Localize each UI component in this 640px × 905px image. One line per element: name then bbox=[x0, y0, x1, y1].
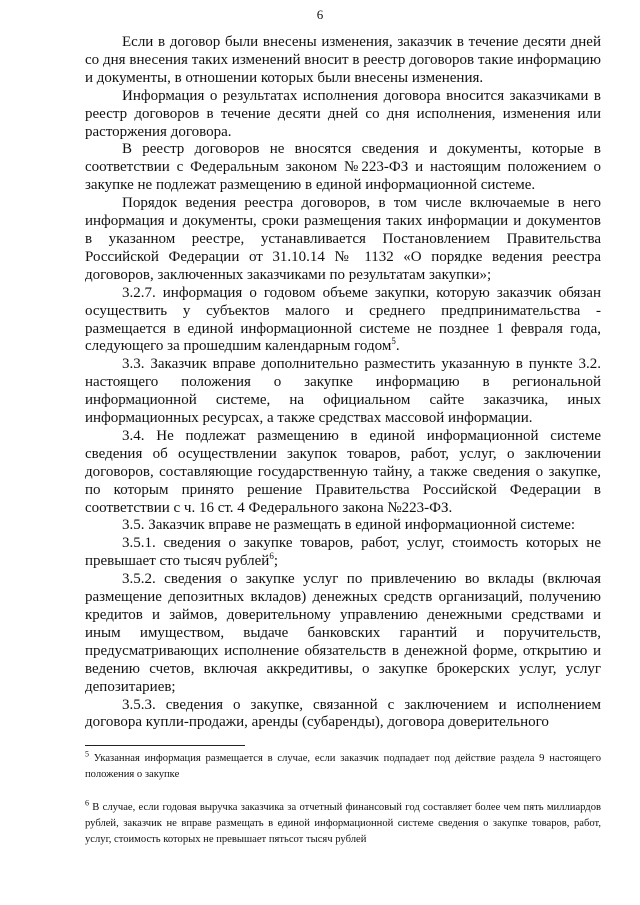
footnote: $^6$ В случае, если годовая выручка заказчика за отчетный финансовый год составляет более чем пять миллиардов рублей, заказчик не вправе размещать в единой информационной системе сведения о закупке товаров, работ, услуг, стоимость которых не превышает пятьсот тысяч рублей bbox=[85, 798, 601, 845]
paragraph: В реестр договоров не вносятся сведения и документы, которые в соответствии с Федеральным законом №223-ФЗ и настоящим положением о закупке не подлежат размещению в единой информационной системе. bbox=[85, 141, 601, 194]
paragraph: 3.5.2. сведения о закупке услуг по привлечению во вклады (включая размещение депозитных вкладов) денежных средств организаций, получению кредитов и займов, доверительному управлению денежными средствами и иным имуществом, выдаче банковских гарантий и поручительств, предусматривающих исполнение обязательств в денежной форме, открытию и ведению счетов, включая аккредитивы, о закупке брокерских услуг, услуг депозитариев; bbox=[85, 571, 601, 695]
footnotes bbox=[85, 751, 601, 865]
footnote-mark: 6 bbox=[85, 798, 89, 808]
footnote-ref: 5 bbox=[391, 336, 396, 347]
paragraph: 3.5.1. сведения о закупке товаров, работ, услуг, стоимость которых не превышает сто тысяч рублей$^6$; bbox=[85, 535, 601, 570]
paragraph: 3.2.7. информация о годовом объеме закупки, которую заказчик обязан осуществить у субъектов малого и среднего предпринимательства - размещается в единой информационной системе не позднее 1 февраля года, следующего за прошедшим календарным годом$^5$. bbox=[85, 284, 601, 355]
footnote-ref: 6 bbox=[269, 551, 274, 562]
paragraph: Если в договор были внесены изменения, заказчик в течение десяти дней со дня внесения таких изменений вносит в реестр договоров такие информацию и документы, в отношении которых были внесены изменения. bbox=[85, 34, 601, 86]
paragraph: 3.3. Заказчик вправе дополнительно разместить указанную в пункте 3.2. настоящего положения о закупке информацию в региональной информационной системе, на официальном сайте заказчика, иных информационных ресурсах, а также средствах массовой информации. bbox=[85, 356, 601, 427]
paragraph: 3.5. Заказчик вправе не размещать в единой информационной системе: bbox=[122, 517, 576, 534]
footnote: $^5$ Указанная информация размещается в случае, если заказчик подпадает под действие раздела 9 настоящего положения о закупке bbox=[85, 749, 601, 780]
paragraph: 3.5.3. сведения о закупке, связанной с заключением и исполнением договора купли-продажи, аренды (субаренды), договора доверительного bbox=[85, 696, 601, 731]
footnote-divider bbox=[85, 745, 245, 746]
footnote-mark: 5 bbox=[85, 749, 89, 759]
paragraph: Порядок ведения реестра договоров, в том числе включаемые в него информация и документы, сроки размещения таких информации и документов в указанном реестре, устанавливается Постановлением Правительства Российской Федерации от 31.10.14 № 1132 «О порядке ведения реестра договоров, заключенных заказчиками по результатам закупки»; bbox=[85, 195, 601, 283]
paragraph: Информация о результатах исполнения договора вносится заказчиками в реестр договоров в течение десяти дней со дня исполнения, изменения или расторжения договора. bbox=[85, 87, 601, 140]
page-number: 6 bbox=[316, 7, 324, 22]
body-text bbox=[85, 34, 601, 732]
paragraph: 3.4. Не подлежат размещению в единой информационной системе сведения об осуществлении закупок товаров, работ, услуг, о заключении договоров, составляющие государственную тайну, а также сведения о закупке, по которым принято решение Правительства Российской Федерации в соответствии с ч. 16 ст. 4 Федерального закона №223-ФЗ. bbox=[85, 427, 601, 516]
